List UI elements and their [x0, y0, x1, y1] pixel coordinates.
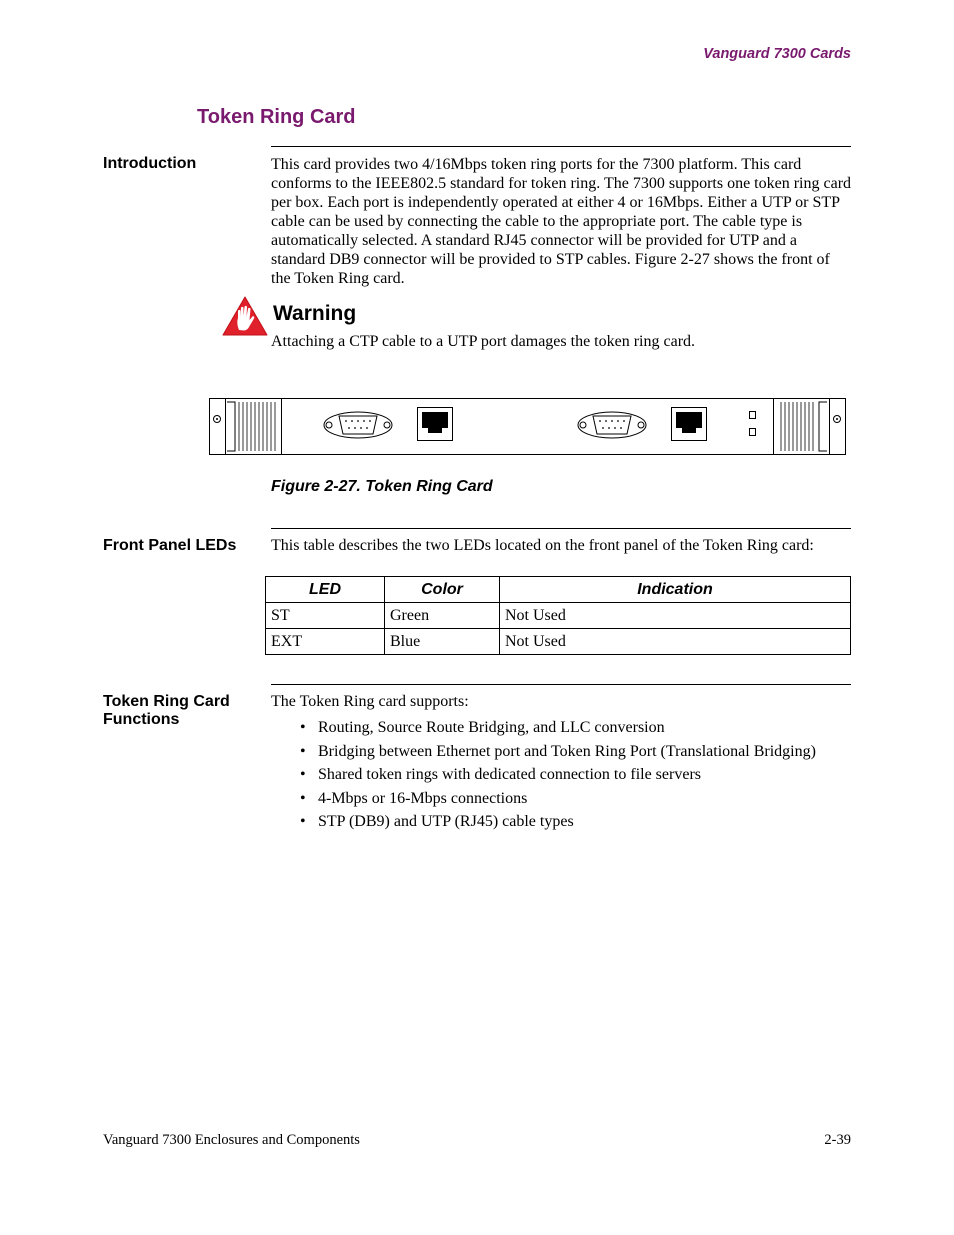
- section-rule: [271, 684, 851, 685]
- running-header: Vanguard 7300 Cards: [703, 46, 851, 62]
- table-row: [266, 603, 851, 629]
- list-item: • Routing, Source Route Bridging, and LLC conversion: [298, 716, 816, 740]
- led-table: [265, 576, 851, 655]
- functions-list: [298, 716, 816, 834]
- column-header-color: Color: [385, 577, 500, 603]
- rj45-port-2: [672, 408, 707, 441]
- list-item: • Bridging between Ethernet port and Token Ring Port (Translational Bridging): [298, 740, 816, 764]
- introduction-heading: Introduction: [103, 155, 197, 172]
- front-panel-leds-heading: Front Panel LEDs: [103, 537, 237, 554]
- table-cell: ST: [266, 603, 385, 629]
- list-item: • STP (DB9) and UTP (RJ45) cable types: [298, 810, 816, 834]
- led-ext: [750, 429, 756, 436]
- introduction-text: This card provides two 4/16Mbps token ring ports for the 7300 platform. This card conforms to the IEEE802.5 standard for token ring. The 7300 supports one token ring card per box. Each port is independently operated at either 4 or 16Mbps. Either a UTP or STP cable can be used by connecting the cable to the appropriate port. The cable type is automatically selected. A standard RJ45 connector will be provided for UTP and a standard DB9 connector will be provided to STP cables. Figure 2-27 shows the front of the Token Ring card.: [271, 156, 852, 287]
- db9-port-2: [578, 412, 646, 438]
- table-cell: Not Used: [500, 603, 851, 629]
- functions-heading-line2: Functions: [103, 711, 180, 728]
- functions-intro: The Token Ring card supports:: [271, 693, 469, 710]
- figure-caption: Figure 2-27. Token Ring Card: [271, 478, 493, 495]
- functions-heading-line1: Token Ring Card: [103, 693, 230, 710]
- rj45-port-1: [418, 408, 453, 441]
- list-item: • 4-Mbps or 16-Mbps connections: [298, 787, 816, 811]
- db9-port-1: [324, 412, 392, 438]
- section-rule: [271, 146, 851, 147]
- table-cell: Green: [385, 603, 500, 629]
- column-header-indication: Indication: [500, 577, 851, 603]
- functions-heading: [103, 693, 230, 729]
- led-st: [750, 412, 756, 419]
- table-cell: Blue: [385, 629, 500, 655]
- warning-hand-icon: [222, 296, 268, 336]
- table-cell: EXT: [266, 629, 385, 655]
- column-header-led: LED: [266, 577, 385, 603]
- warning-title: Warning: [273, 302, 357, 325]
- page-number: 2-39: [824, 1132, 851, 1148]
- table-cell: Not Used: [500, 629, 851, 655]
- table-header-row: [266, 577, 851, 603]
- table-row: [266, 629, 851, 655]
- warning-text: Attaching a CTP cable to a UTP port damages the token ring card.: [271, 333, 696, 350]
- list-item: • Shared token rings with dedicated connection to file servers: [298, 763, 816, 787]
- section-rule: [271, 528, 851, 529]
- token-ring-card-figure: [209, 398, 846, 455]
- page-title: Token Ring Card: [197, 106, 356, 128]
- front-panel-leds-intro: This table describes the two LEDs located on the front panel of the Token Ring card:: [271, 537, 814, 554]
- footer-document-title: Vanguard 7300 Enclosures and Components: [103, 1132, 360, 1148]
